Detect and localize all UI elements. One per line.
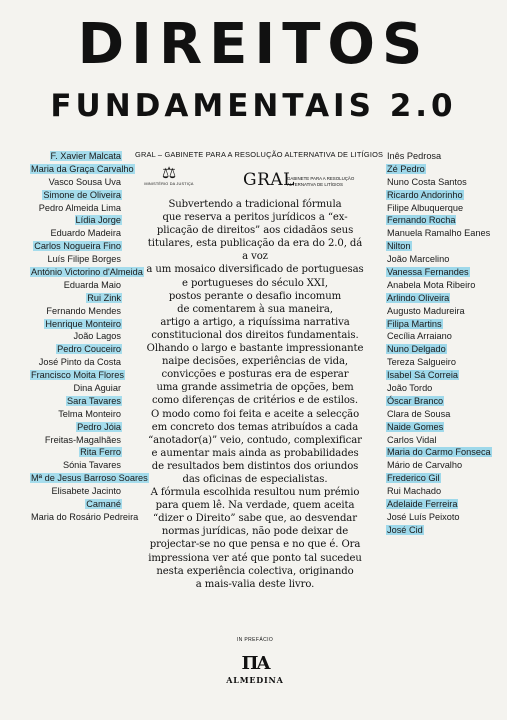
author-name bbox=[30, 227, 122, 240]
author-name-text: José Pinto da Costa bbox=[38, 357, 121, 368]
blurb-line: como diferenças de critérios e de estilos. bbox=[152, 395, 358, 407]
author-name bbox=[386, 459, 496, 472]
author-name bbox=[30, 395, 122, 408]
author-name-text: Freitas-Magalhães bbox=[44, 434, 121, 445]
ministry-label: MINISTÉRIO DA JUSTIÇA bbox=[144, 182, 194, 186]
author-name bbox=[386, 421, 496, 434]
author-name-text: Nuno Costa Santos bbox=[387, 176, 467, 187]
author-name-text: Inês Pedrosa bbox=[387, 151, 442, 161]
author-name-text: José Luís Peixoto bbox=[387, 511, 460, 522]
author-name bbox=[386, 253, 496, 266]
author-name-text: Tereza Salgueiro bbox=[387, 357, 456, 368]
author-name bbox=[386, 472, 496, 485]
author-name-text: Rui Machado bbox=[387, 486, 442, 497]
author-name-text: João Tordo bbox=[387, 383, 433, 394]
prefacio-credit: IN PREFÁCIO bbox=[236, 637, 274, 643]
author-name bbox=[30, 485, 122, 498]
almedina-logo-icon: ΠA bbox=[241, 653, 269, 674]
author-name-text: Simone de Oliveira bbox=[43, 189, 121, 200]
author-name-text: Henrique Monteiro bbox=[45, 318, 121, 329]
blurb-line: a mais-valia deste livro. bbox=[195, 578, 315, 590]
author-name bbox=[30, 318, 122, 331]
author-name bbox=[386, 240, 496, 253]
author-name bbox=[386, 446, 496, 459]
author-name-text: Filipa Martins bbox=[387, 318, 442, 329]
blurb-line: e portugueses do século XXI, bbox=[182, 277, 328, 289]
author-name bbox=[386, 189, 496, 202]
blurb-line: O modo como foi feita e aceite a selecção bbox=[150, 408, 360, 420]
author-name-text: Vanessa Fernandes bbox=[387, 267, 469, 278]
author-name-text: Rita Ferro bbox=[80, 447, 121, 458]
author-name bbox=[386, 498, 496, 511]
author-name bbox=[30, 292, 122, 305]
author-name bbox=[30, 150, 122, 163]
gral-logo-short: GRAL bbox=[243, 170, 295, 190]
author-name-text: Rui Zink bbox=[87, 292, 121, 303]
blurb-text bbox=[135, 198, 375, 591]
author-name-text: Elisabete Jacinto bbox=[51, 486, 121, 497]
book-subtitle: FUNDAMENTAIS 2.0 bbox=[50, 88, 457, 124]
author-name bbox=[30, 305, 122, 318]
author-name bbox=[386, 356, 496, 369]
blurb-line: nesta experiência colectiva, originando bbox=[156, 565, 354, 577]
author-name bbox=[386, 369, 496, 382]
blurb-line: uma grande assimetria de opções, bem bbox=[156, 382, 354, 394]
author-name-text: Vasco Sousa Uva bbox=[48, 176, 121, 187]
center-column bbox=[135, 150, 384, 591]
author-name bbox=[30, 163, 134, 176]
blurb-line: em concreto dos temas atribuídos a cada bbox=[151, 421, 359, 433]
author-name-text: Anabela Mota Ribeiro bbox=[387, 279, 476, 290]
blurb-line: de resultados bem distintos dos oriundos bbox=[151, 460, 359, 472]
author-name-text: Sónia Tavares bbox=[62, 460, 121, 471]
blurb-line: a voz bbox=[242, 251, 268, 263]
author-name-text: Cecília Arraiano bbox=[387, 331, 452, 342]
blurb-line: Olhando o largo e bastante impressionante bbox=[146, 343, 364, 355]
author-name bbox=[386, 150, 496, 163]
blurb-line: postos perante o desafio incomum bbox=[168, 290, 342, 302]
author-name-text: Carlos Nogueira Fino bbox=[34, 241, 121, 252]
blurb-line: Subvertendo a tradicional fórmula bbox=[168, 199, 342, 210]
publisher-name: ALMEDINA bbox=[226, 675, 284, 685]
author-name-text: Zé Pedro bbox=[387, 163, 425, 174]
author-name-text: Lídia Jorge bbox=[75, 215, 121, 226]
author-name-text: José Cid bbox=[387, 524, 423, 535]
author-name-text: Arlindo Oliveira bbox=[387, 292, 450, 303]
author-name bbox=[386, 395, 496, 408]
ministry-emblem-icon: ⚖ bbox=[161, 165, 177, 182]
author-name bbox=[30, 446, 122, 459]
publisher-block bbox=[203, 653, 307, 685]
author-name bbox=[30, 266, 143, 279]
blurb-line: titulares, esta publicação da era do 2.0, dá bbox=[147, 238, 363, 250]
author-name bbox=[386, 292, 496, 305]
author-name bbox=[386, 305, 496, 318]
author-name-text: Sara Tavares bbox=[67, 395, 121, 406]
blurb-line: “dizer o Direito” sabe que, ao desvendar bbox=[153, 513, 357, 525]
author-name bbox=[30, 472, 148, 485]
author-name-text: Fernando Mendes bbox=[46, 305, 121, 316]
author-name-text: Carlos Vidal bbox=[387, 434, 437, 445]
right-author-list bbox=[386, 150, 496, 537]
book-title: DIREITOS bbox=[77, 12, 430, 77]
author-name bbox=[30, 498, 122, 511]
blurb-line: de comentarem à sua maneira, bbox=[177, 303, 333, 315]
blurb-line: A fórmula escolhida resultou num prémio bbox=[150, 487, 360, 499]
author-name-text: Dina Aguiar bbox=[73, 383, 121, 394]
author-name bbox=[386, 266, 496, 279]
author-name bbox=[386, 176, 496, 189]
author-name-text: João Lagos bbox=[73, 331, 121, 342]
blurb-line: normas jurídicas, não pode deixar de bbox=[161, 526, 349, 538]
author-name-text: Óscar Branco bbox=[387, 395, 444, 406]
author-name bbox=[30, 421, 122, 434]
gral-logo bbox=[243, 170, 373, 194]
author-name-text: Pedro Almeida Lima bbox=[38, 202, 121, 213]
author-name-text: Fernando Rocha bbox=[387, 215, 456, 226]
author-name-text: Francisco Moita Flores bbox=[31, 370, 124, 381]
author-name bbox=[386, 202, 496, 215]
author-name bbox=[30, 176, 122, 189]
blurb-line: plicação de direitos” aos cidadãos seus bbox=[156, 225, 354, 237]
author-name-text: Naide Gomes bbox=[387, 421, 444, 432]
author-name bbox=[30, 434, 122, 447]
author-name bbox=[386, 434, 496, 447]
author-name bbox=[386, 485, 496, 498]
blurb-line: impressiona ver até que ponto tal sucedeu bbox=[148, 552, 362, 564]
author-name-text: João Marcelino bbox=[387, 254, 450, 265]
blurb-line: naipe decisões, experiências de vida, bbox=[161, 356, 348, 368]
author-name bbox=[30, 369, 122, 382]
author-name bbox=[30, 214, 122, 227]
author-name bbox=[30, 279, 122, 292]
author-name-text: F. Xavier Malcata bbox=[50, 151, 121, 161]
author-name bbox=[30, 253, 122, 266]
left-author-list bbox=[30, 150, 148, 524]
author-name bbox=[386, 214, 496, 227]
author-name-text: Augusto Madureira bbox=[387, 305, 465, 316]
blurb-line: e aumentar mais ainda as probabilidades bbox=[151, 447, 359, 459]
author-name bbox=[386, 318, 496, 331]
blurb-line: projectar-se no que pensa e no que é. Ora bbox=[149, 539, 361, 551]
author-name bbox=[30, 511, 139, 524]
ministry-logo bbox=[141, 166, 197, 187]
author-name-text: Ricardo Andorinho bbox=[387, 189, 463, 200]
blurb-line: que reserva a peritos jurídicos a “ex- bbox=[162, 212, 348, 224]
author-name-text: Pedro Jóia bbox=[77, 421, 121, 432]
author-name-text: Maria do Carmo Fonseca bbox=[387, 447, 491, 458]
author-name-text: Filipe Albuquerque bbox=[387, 202, 464, 213]
author-name-text: Mª de Jesus Barroso Soares bbox=[31, 473, 148, 484]
author-name-text: Maria do Rosário Pedreira bbox=[31, 511, 139, 522]
author-name bbox=[30, 202, 122, 215]
blurb-line: para quem lê. Na verdade, quem aceita bbox=[155, 500, 355, 512]
blurb-line: convicções e posturas era de esperar bbox=[161, 369, 349, 381]
gral-logo-long: GABINETE PARA A RESOLUÇÃO ALTERNATIVA DE LITÍGIOS bbox=[287, 176, 355, 187]
author-name bbox=[386, 524, 496, 537]
author-name-text: Adelaide Ferreira bbox=[387, 499, 458, 510]
author-name bbox=[386, 343, 496, 356]
author-name bbox=[30, 330, 122, 343]
author-name-text: Maria da Graça Carvalho bbox=[31, 163, 134, 174]
author-name bbox=[30, 459, 122, 472]
author-name bbox=[30, 343, 122, 356]
author-name-text: Clara de Sousa bbox=[387, 408, 451, 419]
blurb-line: “anotador(a)” veio, contudo, complexificar bbox=[148, 434, 362, 446]
blurb-line: das oficinas de especialistas. bbox=[182, 473, 328, 485]
author-name bbox=[386, 227, 496, 240]
author-name bbox=[30, 240, 122, 253]
author-name-text: Telma Monteiro bbox=[58, 408, 121, 419]
author-name-text: António Victorino d'Almeida bbox=[31, 267, 143, 278]
gral-heading: GRAL – GABINETE PARA A RESOLUÇÃO ALTERNATIVA DE LITÍGIOS bbox=[135, 150, 384, 159]
author-name bbox=[386, 163, 496, 176]
author-name-text: Eduardo Madeira bbox=[50, 228, 121, 239]
blurb-line: artigo a artigo, a riquíssima narrativa bbox=[160, 316, 350, 328]
logo-strip bbox=[135, 162, 375, 198]
author-name-text: Eduarda Maio bbox=[63, 279, 121, 290]
author-name-text: Frederico Gil bbox=[387, 473, 440, 484]
author-name bbox=[386, 511, 496, 524]
author-name bbox=[386, 279, 496, 292]
author-name-text: Nuno Delgado bbox=[387, 344, 446, 355]
author-name bbox=[30, 356, 122, 369]
author-name bbox=[30, 408, 122, 421]
author-name bbox=[386, 382, 496, 395]
blurb-line: constitucional dos direitos fundamentais. bbox=[151, 329, 359, 341]
author-name-text: Pedro Couceiro bbox=[57, 344, 121, 355]
author-name bbox=[386, 330, 496, 343]
author-name-text: Nilton bbox=[387, 241, 411, 252]
author-name-text: Luís Filipe Borges bbox=[47, 254, 121, 265]
author-name bbox=[30, 382, 122, 395]
author-name-text: Mário de Carvalho bbox=[387, 460, 463, 471]
author-name-text: Camané bbox=[86, 499, 121, 510]
author-name-text: Manuela Ramalho Eanes bbox=[387, 228, 491, 239]
author-name bbox=[386, 408, 496, 421]
author-name bbox=[30, 189, 122, 202]
blurb-line: a um mosaico diversificado de portuguesas bbox=[146, 264, 364, 276]
author-name-text: Isabel Sá Correia bbox=[387, 370, 458, 381]
